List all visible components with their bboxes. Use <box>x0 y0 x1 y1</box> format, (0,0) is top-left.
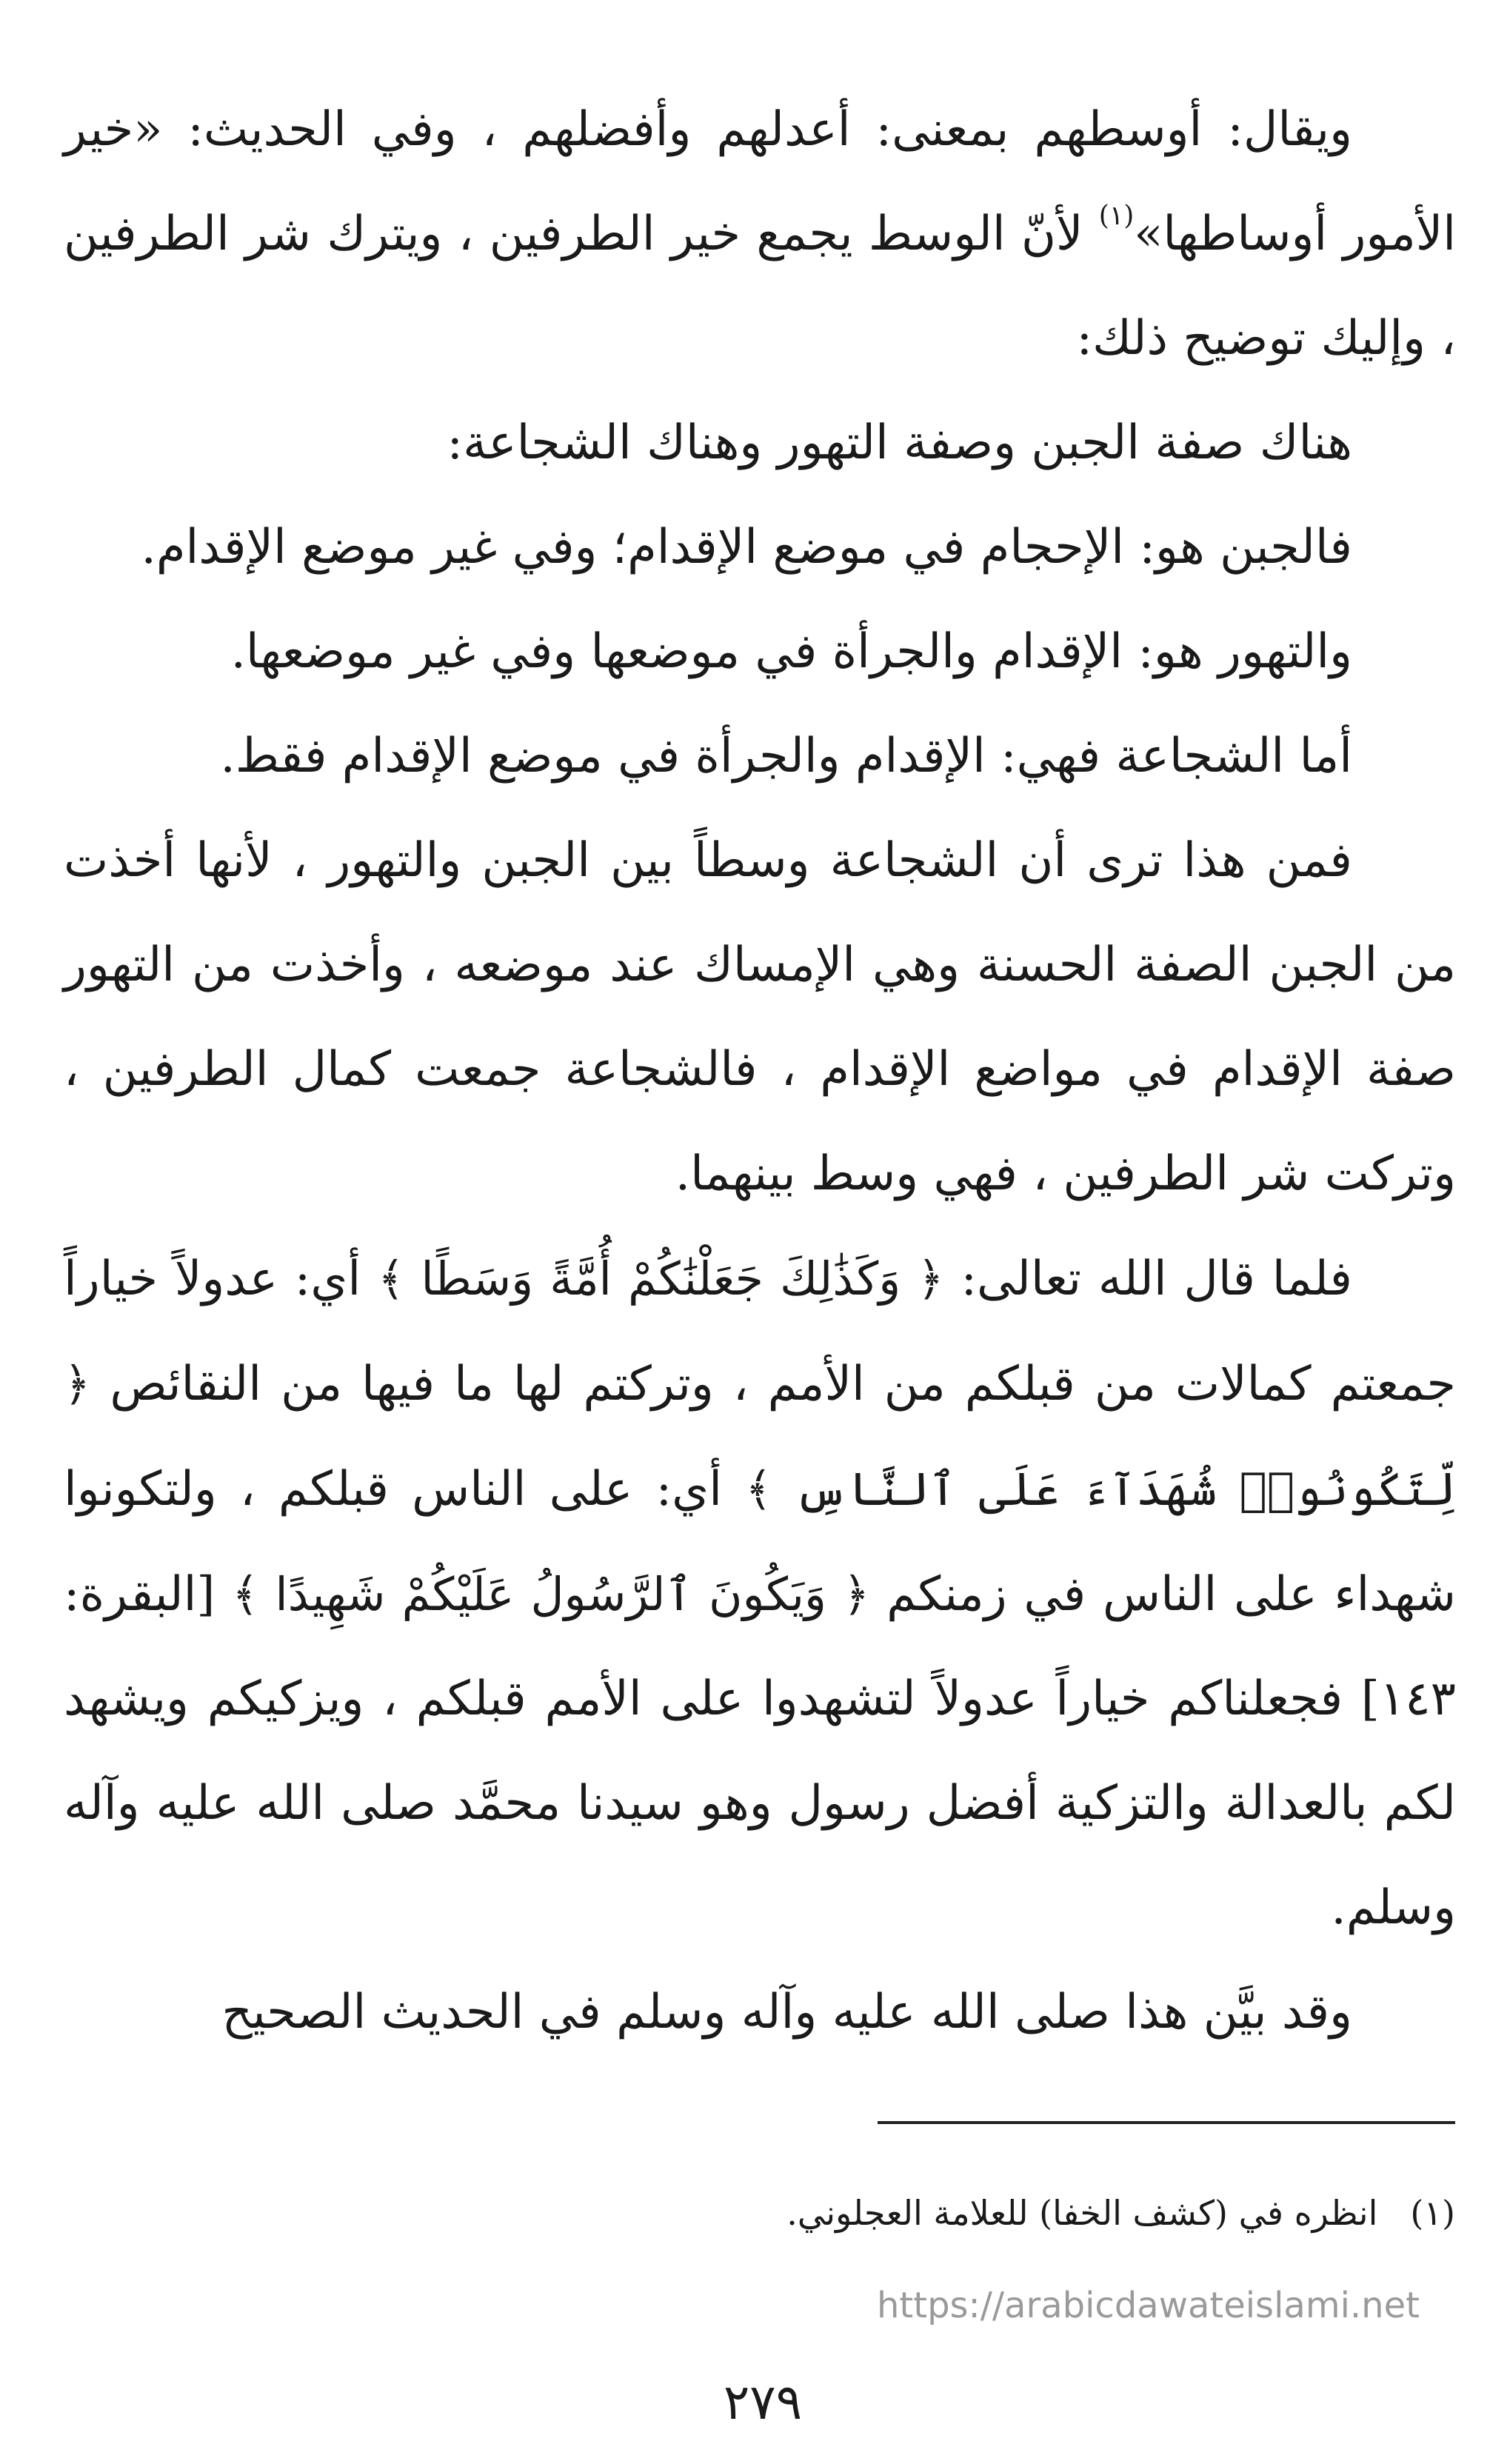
paragraph-5: أما الشجاعة فهي: الإقدام والجرأة في موضع الإقدام فقط. <box>220 729 1352 784</box>
paragraph-1 <box>64 78 1456 391</box>
paragraph-8: وقد بيَّن هذا صلى الله عليه وآله وسلم في الحديث الصحيح <box>221 1985 1352 2040</box>
paragraph-4: والتهور هو: الإقدام والجرأة في موضعها وفي غير موضعها. <box>230 624 1352 679</box>
paragraph-3: فالجبن هو: الإحجام في موضع الإقدام؛ وفي غير موضع الإقدام. <box>141 520 1352 575</box>
paragraph-7-c: أي: على الناس قبلكم ، ولتكونوا شهداء على الناس في زمنكم <box>64 1462 1456 1622</box>
footnote <box>63 2187 1455 2239</box>
footnote-number: (١) <box>1410 2193 1455 2233</box>
quran-verse-1: ﴿ وَكَذَٰلِكَ جَعَلْنَٰكُمْ أُمَّةً وَسَطًا ﴾ <box>377 1252 944 1306</box>
paragraph-1-rest: لأنّ الوسط يجمع خير الطرفين ، ويترك شر الطرفين ، وإليك توضيح ذلك: <box>64 207 1456 366</box>
paragraph-2: هناك صفة الجبن وصفة التهور وهناك الشجاعة: <box>447 415 1352 470</box>
paragraph-7-b: أي: عدولاً خياراً جمعتم كمالات من قبلكم من الأمم ، وتركتم لها ما فيها من النقائص <box>64 1252 1456 1412</box>
page-number: ٢٧٩ <box>723 2374 803 2431</box>
quran-verse-3: ﴿ وَيَكُونَ ٱلرَّسُولُ عَلَيْكُمْ شَهِيدًا ﴾ <box>232 1567 870 1621</box>
paragraph-1-text: ويقال: أوسطهم بمعنى: أعدلهم وأفضلهم ، وفي الحديث: «خير الأمور أوساطها» <box>64 102 1457 261</box>
quran-verse-2: ﴿ لِّتَكُونُوا۟ شُهَدَآءَ عَلَى ٱلنَّاسِ ﴾ <box>64 1357 1456 1516</box>
watermark-url: https://arabicdawateislami.net <box>877 2285 1420 2326</box>
footnote-divider <box>878 2121 1455 2124</box>
paragraph-6: فمن هذا ترى أن الشجاعة وسطاً بين الجبن والتهور ، لأنها أخذت من الجبن الصفة الحسنة وهي الإمساك عند موضعه ، وأخذت من التهور صفة الإقدام في مواضع الإقدام ، فالشجاعة جمعت كمال الطرفين ، وتركت شر الطرفين ، فهي وسط بينهما. <box>64 833 1456 1201</box>
paragraph-7 <box>64 1226 1456 1960</box>
footnote-ref-1[interactable]: (١) <box>1098 201 1135 231</box>
paragraph-7-d: [البقرة: ١٤٣] فجعلناكم خياراً عدولاً لتشهدوا على الأمم قبلكم ، ويزكيكم ويشهد لكم بالعدالة والتزكية أفضل رسول وهو سيدنا محمَّد صلى الله عليه وآله وسلم. <box>64 1567 1457 1935</box>
main-text <box>64 78 1456 2065</box>
paragraph-7-a: فلما قال الله تعالى: <box>943 1252 1352 1306</box>
footnote-text: انظره في (كشف الخفا) للعلامة العجلوني. <box>786 2193 1378 2233</box>
